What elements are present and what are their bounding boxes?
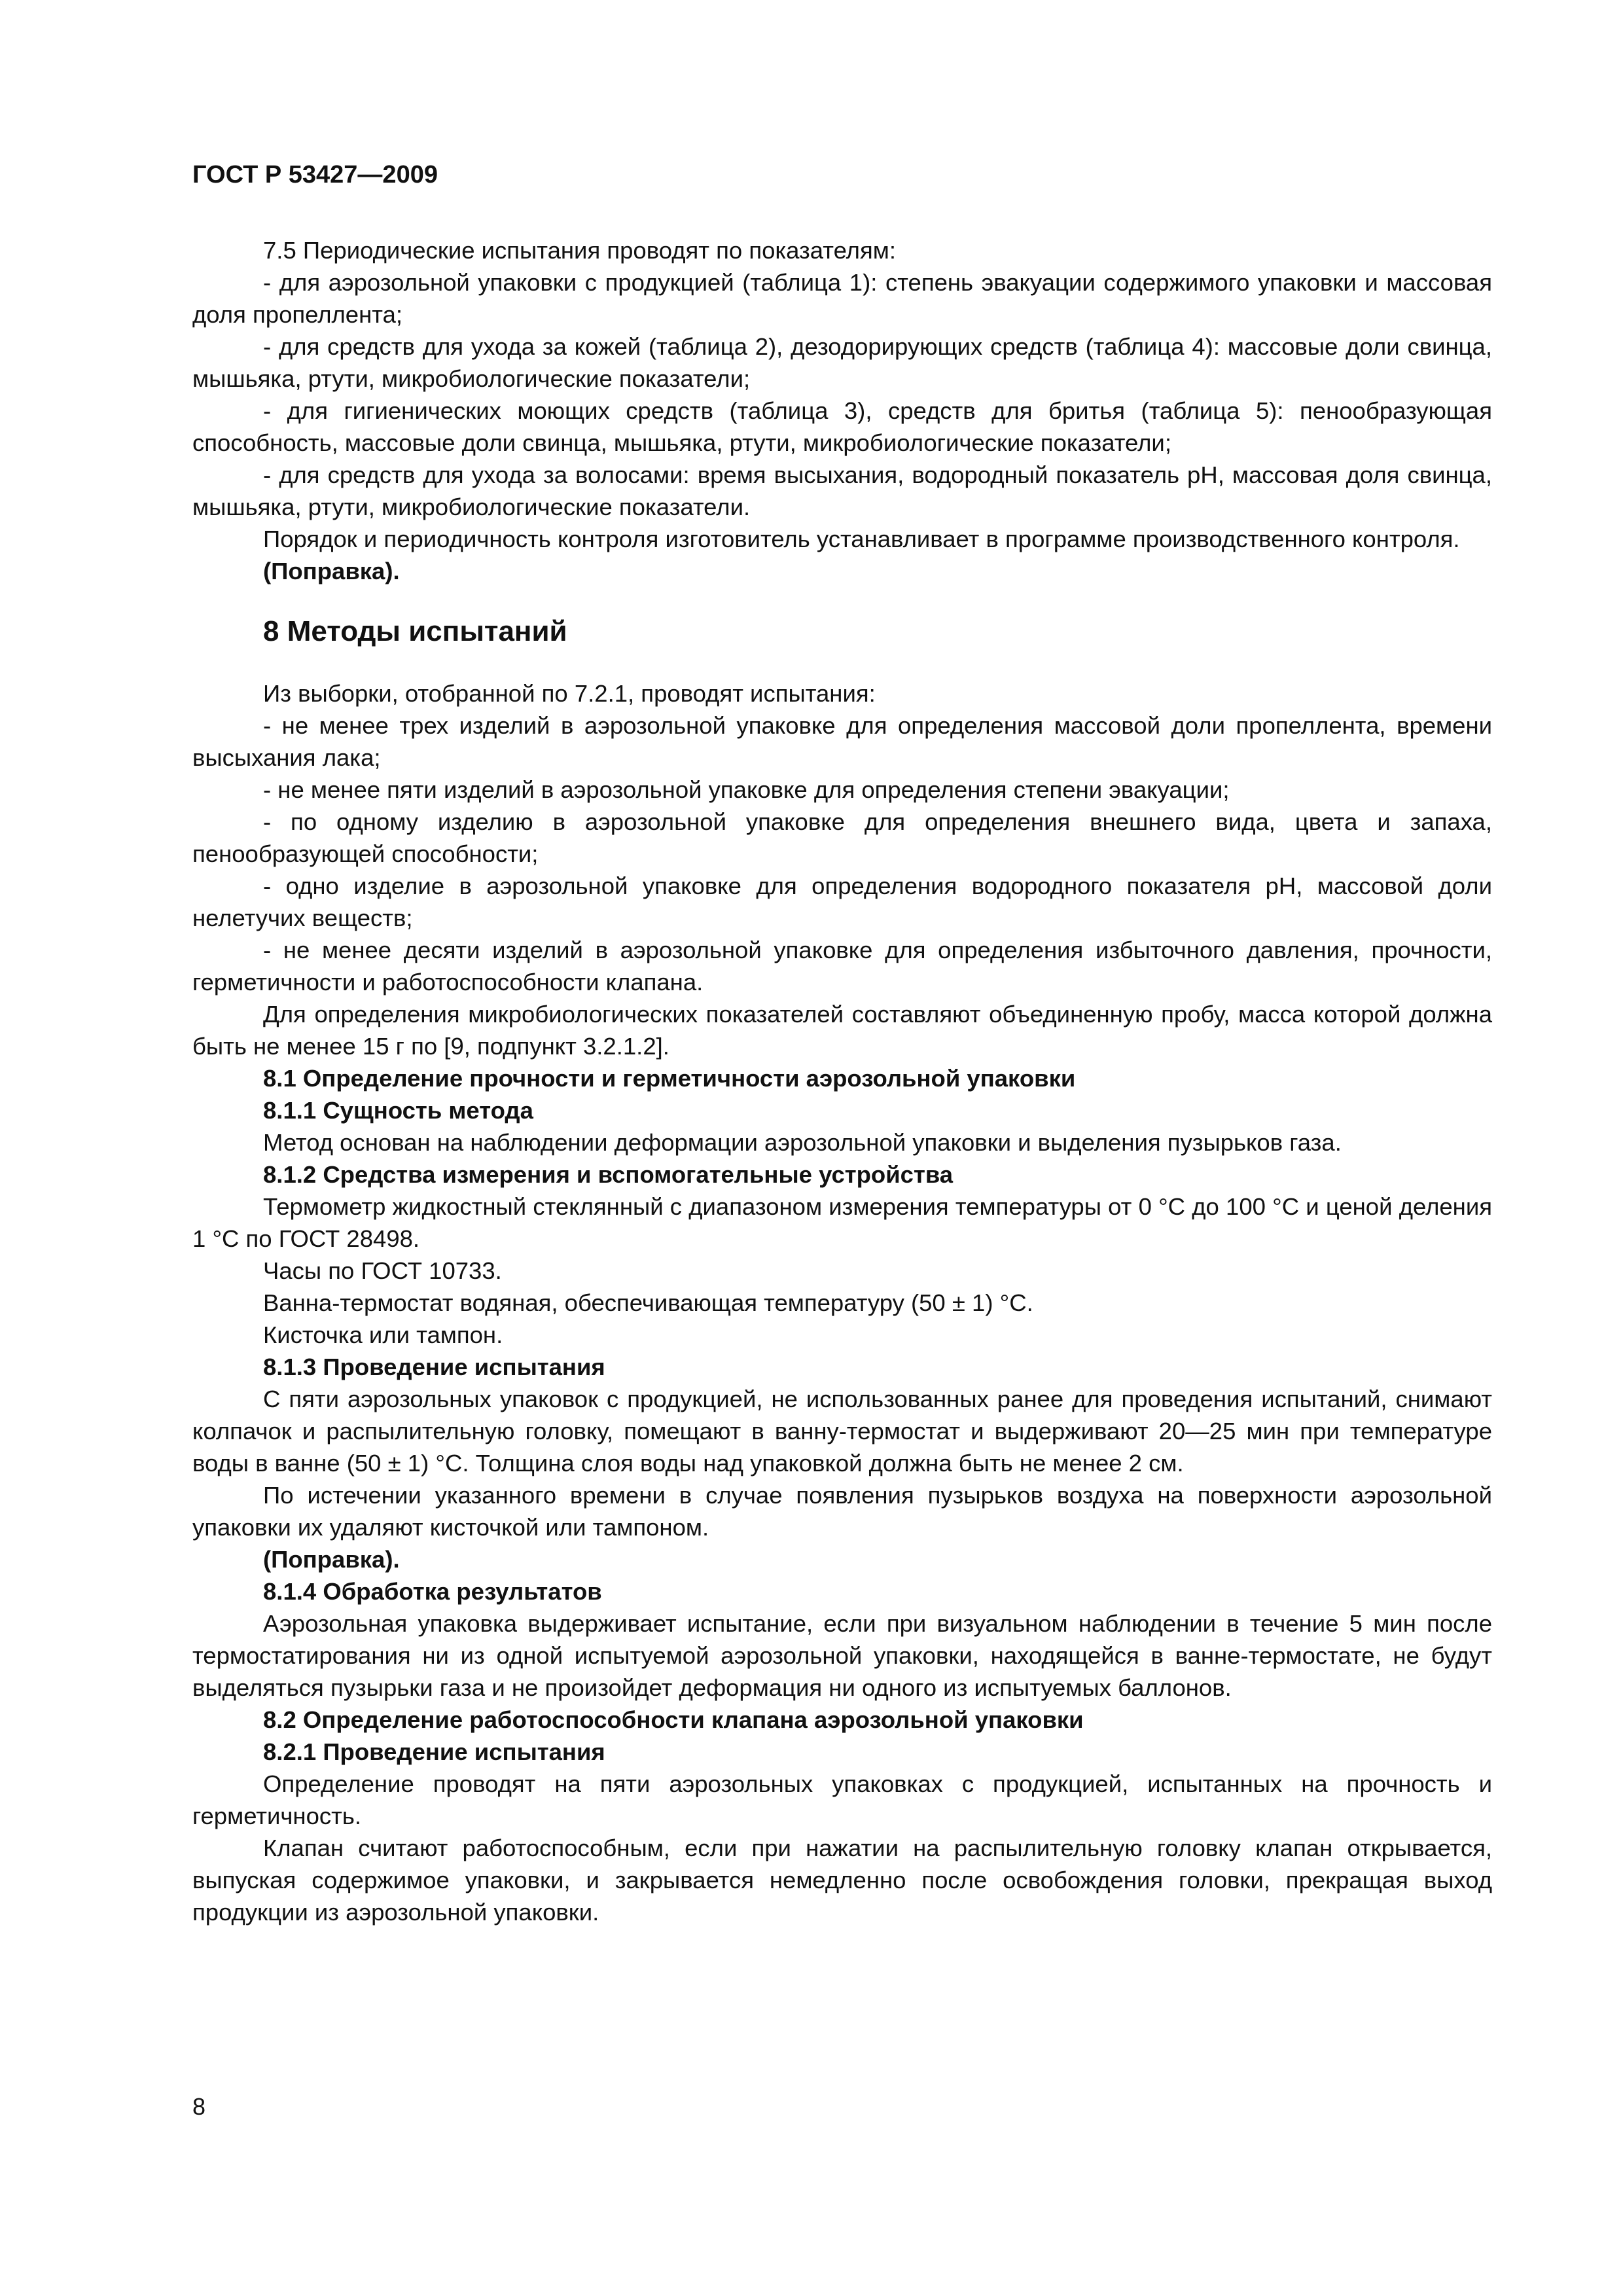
subsection-heading: 8.1.1 Сущность метода <box>263 1097 533 1124</box>
page-number: 8 <box>192 2093 206 2120</box>
paragraph: - не менее пяти изделий в аэрозольной упаковке для определения степени эвакуации; <box>263 776 1230 803</box>
paragraph: Порядок и периодичность контроля изготовитель устанавливает в программе производственного контроля. <box>263 526 1460 552</box>
subsection-heading: 8.2.1 Проведение испытания <box>263 1738 605 1765</box>
paragraph: - по одному изделию в аэрозольной упаковке для определения внешнего вида, цвета и запаха, пенообразующей способности; <box>192 808 1492 867</box>
paragraph: Из выборки, отобранной по 7.2.1, проводят испытания: <box>263 680 876 707</box>
paragraph: Для определения микробиологических показателей составляют объединенную пробу, масса которой должна быть не менее 15 г по [9, подпункт 3.2.1.2]. <box>192 1001 1492 1060</box>
paragraph: С пяти аэрозольных упаковок с продукцией, не использованных ранее для проведения испытаний, снимают колпачок и распылительную головку, помещают в ванну-термостат и выдерживают 20—25 мин при температуре воды в ванне (50 ± 1) °C. Толщина слоя воды над упаковкой должна быть не менее 2 см. <box>192 1386 1492 1477</box>
paragraph: - для средств для ухода за кожей (таблица 2), дезодорирующих средств (таблица 4): массовые доли свинца, мышьяка, ртути, микробиологические показатели; <box>192 333 1492 392</box>
subsection-heading: 8.1.2 Средства измерения и вспомогательные устройства <box>263 1161 954 1188</box>
paragraph: - одно изделие в аэрозольной упаковке для определения водородного показателя pH, массовой доли нелетучих веществ; <box>192 872 1492 931</box>
section-heading: 8 Методы испытаний <box>263 615 567 647</box>
paragraph: - не менее трех изделий в аэрозольной упаковке для определения массовой доли пропеллента, времени высыхания лака; <box>192 712 1492 771</box>
paragraph: Кисточка или тампон. <box>263 1321 503 1348</box>
paragraph: - для аэрозольной упаковки с продукцией (таблица 1): степень эвакуации содержимого упаковки и массовая доля пропеллента; <box>192 269 1492 328</box>
paragraph: Метод основан на наблюдении деформации аэрозольной упаковки и выделения пузырьков газа. <box>263 1129 1342 1156</box>
paragraph: Часы по ГОСТ 10733. <box>263 1257 502 1284</box>
document-header: ГОСТ Р 53427—2009 <box>192 161 438 188</box>
paragraph: Термометр жидкостный стеклянный с диапазоном измерения температуры от 0 °C до 100 °C и ценой деления 1 °C по ГОСТ 28498. <box>192 1193 1492 1252</box>
paragraph: Клапан считают работоспособным, если при нажатии на распылительную головку клапан открывается, выпуская содержимое упаковки, и закрывается немедленно после освобождения головки, прекращая выход продукции из аэрозольной упаковки. <box>192 1835 1492 1926</box>
paragraph: - для средств для ухода за волосами: время высыхания, водородный показатель pH, массовая доля свинца, мышьяка, ртути, микробиологические показатели. <box>192 461 1492 520</box>
subsection-heading: 8.1.4 Обработка результатов <box>263 1578 602 1605</box>
paragraph: Аэрозольная упаковка выдерживает испытание, если при визуальном наблюдении в течение 5 мин после термостатирования ни из одной испытуемой аэрозольной упаковки, находящейся в ванне-термостате, не будут выделяться пузырьки газа и не произойдет деформация ни одного из испытуемых баллонов. <box>192 1610 1492 1701</box>
subsection-heading: 8.2 Определение работоспособности клапана аэрозольной упаковки <box>263 1706 1084 1733</box>
paragraph: Определение проводят на пяти аэрозольных упаковках с продукцией, испытанных на прочность и герметичность. <box>192 1770 1492 1829</box>
document-body <box>192 234 1492 1928</box>
subsection-heading: (Поправка). <box>263 558 400 584</box>
subsection-heading: (Поправка). <box>263 1546 400 1573</box>
paragraph: Ванна-термостат водяная, обеспечивающая температуру (50 ± 1) °C. <box>263 1289 1033 1316</box>
paragraph: По истечении указанного времени в случае появления пузырьков воздуха на поверхности аэрозольной упаковки их удаляют кисточкой или тампоном. <box>192 1482 1492 1541</box>
subsection-heading: 8.1 Определение прочности и герметичности аэрозольной упаковки <box>263 1065 1076 1092</box>
paragraph: 7.5 Периодические испытания проводят по показателям: <box>263 237 896 264</box>
paragraph: - не менее десяти изделий в аэрозольной упаковке для определения избыточного давления, прочности, герметичности и работоспособности клапана. <box>192 937 1492 996</box>
subsection-heading: 8.1.3 Проведение испытания <box>263 1354 605 1380</box>
paragraph: - для гигиенических моющих средств (таблица 3), средств для бритья (таблица 5): пенообразующая способность, массовые доли свинца, мышьяка, ртути, микробиологические показатели; <box>192 397 1492 456</box>
